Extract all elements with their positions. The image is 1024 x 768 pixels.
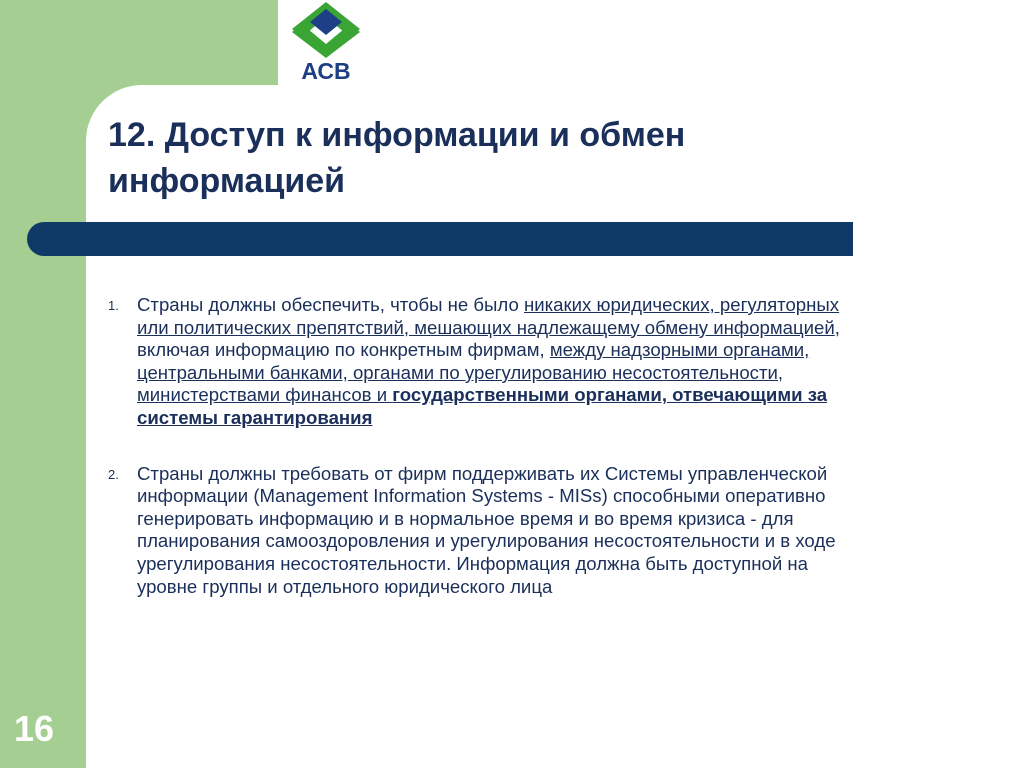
numbered-list [108,294,1008,598]
paragraph-line [137,407,1008,430]
paragraph-line: уровне группы и отдельного юридического лица [137,575,553,597]
title-line: информацией [108,162,346,200]
title-divider-bar [27,222,853,256]
paragraph-line [137,317,1008,340]
list-item [108,463,1008,599]
underlined-text: или политических препятствий, мешающих надлежащему обмену информацией [137,316,835,338]
title-line: 12. Доступ к информации и обмен [108,116,686,154]
page-number: 16 [14,708,55,749]
slide-title [108,112,808,204]
underlined-text: между надзорными органами, [549,339,810,361]
list-item-number: 2. [108,466,119,482]
text-segment: включая информацию по конкретным фирмам, [137,339,550,361]
paragraph-line: планирования самооздоровления и урегулирования несостоятельности и в ходе [137,530,836,552]
underlined-bold-text: системы гарантирования [137,406,373,428]
paragraph-line: генерировать информацию и в нормальное время и во время кризиса - для [137,507,794,529]
asv-logo-mark-icon [292,2,360,58]
paragraph-line: Страны должны требовать от фирм поддерживать их Системы управленческой [137,462,828,484]
text-segment: Страны должны обеспечить, чтобы не было [137,294,524,315]
paragraph-line: урегулирования несостоятельности. Информация должна быть доступной на [137,552,809,574]
asv-logo [292,2,360,86]
paragraph-line [137,339,1008,362]
paragraph-line [137,294,1008,317]
underlined-text: министерствами финансов и [137,384,393,406]
underlined-text: центральными банками, органами по урегулированию несостоятельности, [137,361,784,383]
paragraph-line [137,362,1008,385]
paragraph-line: информации (Management Information Systems - MISs) способными оперативно [137,485,826,507]
paragraph-line [137,384,1008,407]
text-segment: , [834,316,840,338]
list-item-number: 1. [108,298,119,313]
logo-text: АСВ [301,58,351,84]
underlined-text: никаких юридических, регуляторных [523,294,840,315]
list-item [108,294,1008,430]
underlined-bold-text: государственными органами, отвечающими за [392,384,828,406]
